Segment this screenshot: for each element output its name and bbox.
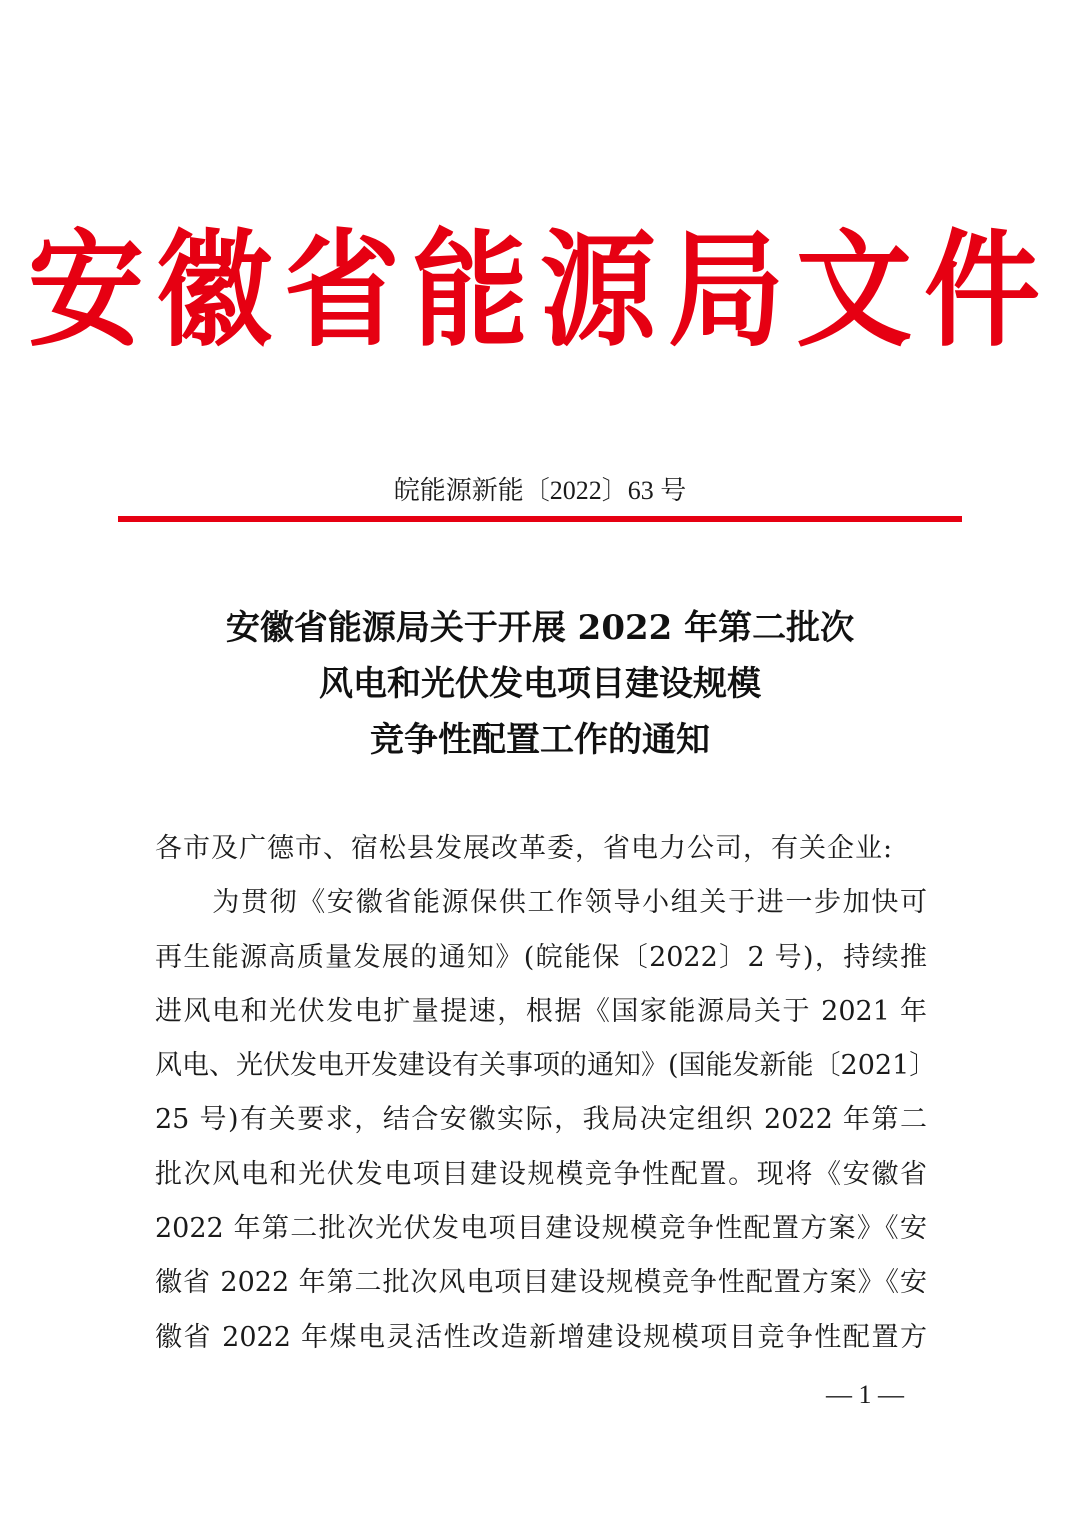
body-line: 进风电和光伏发电扩量提速，根据《国家能源局关于 2021 年 (155, 995, 927, 1027)
body-line: 徽省 2022 年第二批次风电项目建设规模竞争性配置方案》《安 (155, 1267, 927, 1299)
body-line: 各市及广德市、宿松县发展改革委，省电力公司，有关企业: (155, 833, 894, 864)
body-line: 徽省 2022 年煤电灵活性改造新增建设规模项目竞争性配置方 (155, 1321, 927, 1353)
document-number: 皖能源新能〔2022〕63 号 (393, 476, 687, 505)
issuer-title-text: 安徽省能源局文件 (28, 216, 1052, 364)
body-line: 为贯彻《安徽省能源保供工作领导小组关于进一步加快可 (155, 887, 927, 919)
body-line: 风电、光伏发电开发建设有关事项的通知》(国能发新能〔2021〕 (155, 1050, 937, 1082)
issuer-title (0, 199, 1080, 364)
page-number: — 1 — (826, 1380, 904, 1409)
body-line: 批次风电和光伏发电项目建设规模竞争性配置。现将《安徽省 (155, 1158, 927, 1190)
body-line: 2022 年第二批次光伏发电项目建设规模竞争性配置方案》《安 (155, 1213, 927, 1245)
red-divider (118, 516, 962, 522)
title-line: 竞争性配置工作的通知 (370, 720, 710, 760)
document-title (0, 600, 1080, 768)
title-line: 安徽省能源局关于开展 2022 年第二批次 (225, 608, 855, 648)
body-line: 25 号)有关要求，结合安徽实际，我局决定组织 2022 年第二 (155, 1104, 927, 1136)
title-line: 风电和光伏发电项目建设规模 (319, 664, 761, 704)
document-body (155, 822, 937, 1365)
body-line: 再生能源高质量发展的通知》(皖能保〔2022〕2 号)，持续推 (155, 941, 927, 973)
